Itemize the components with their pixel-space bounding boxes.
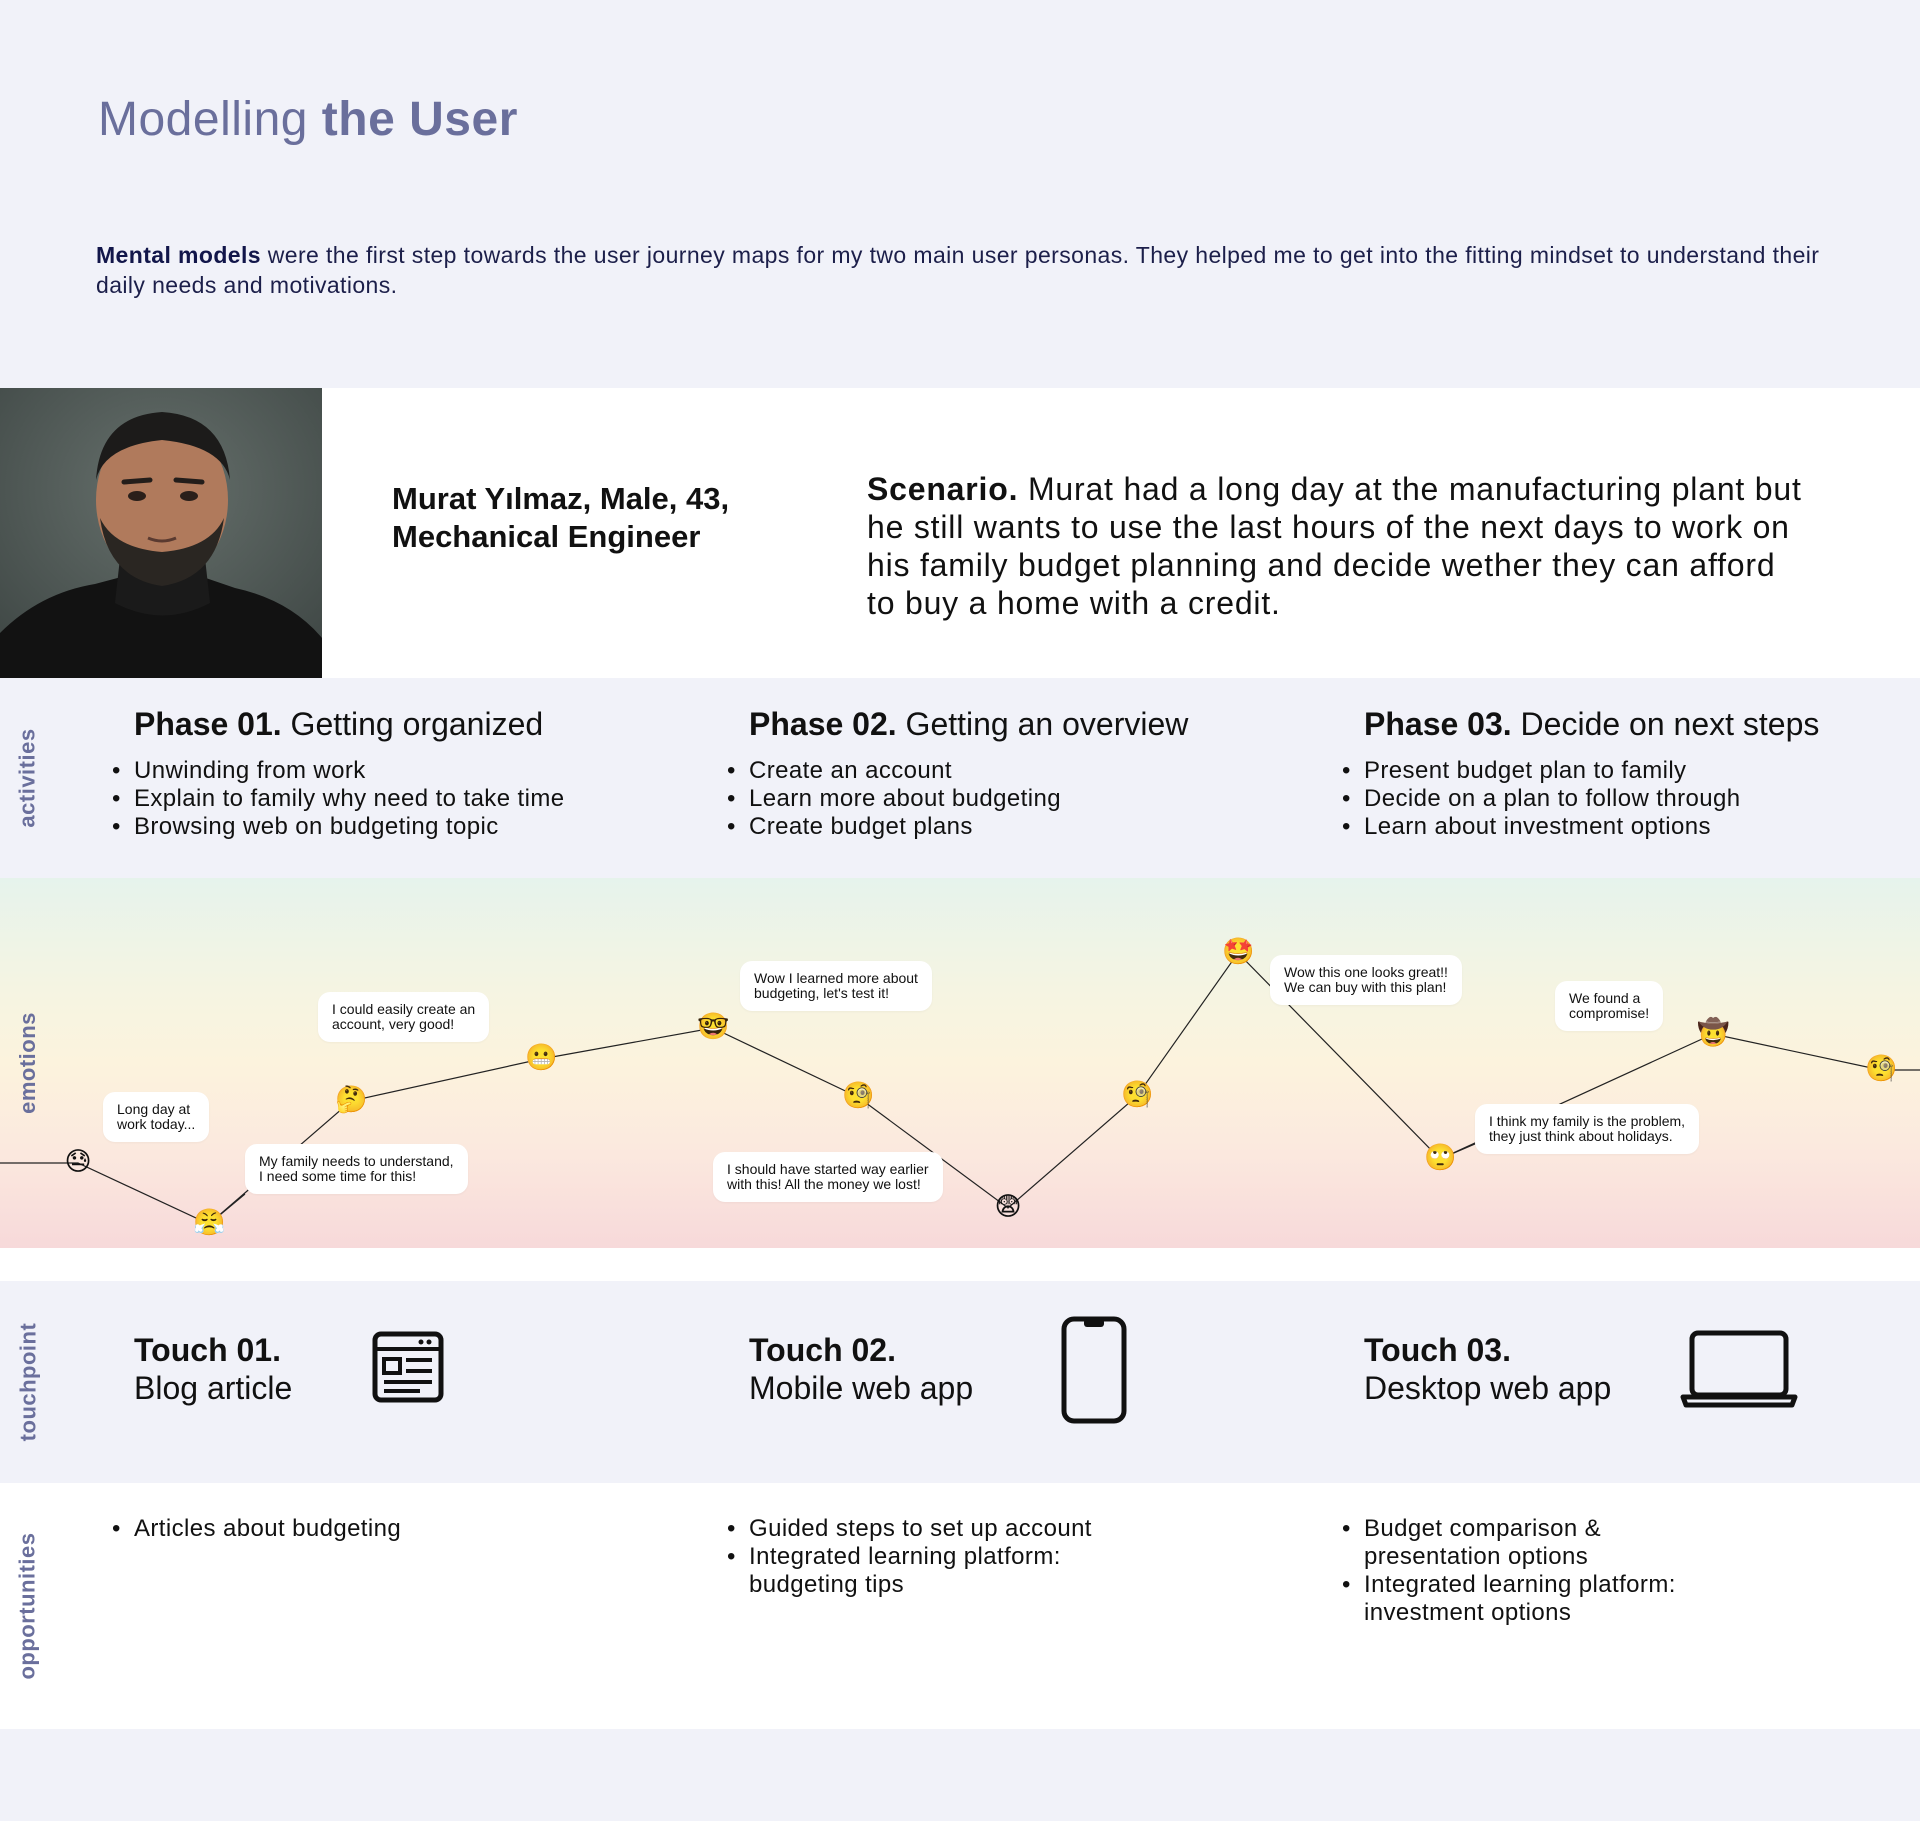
phase-02 (749, 706, 1188, 841)
touchpoint-02 (749, 1331, 973, 1407)
opportunity-03-list (1364, 1515, 1744, 1627)
emotion-emoji-icon: 🧐 (1865, 1054, 1898, 1084)
title-light: Modelling (98, 93, 308, 146)
touchpoint-02-label: Touch 02. (749, 1332, 896, 1368)
list-item: • Present budget plan to family (1364, 757, 1819, 785)
touchpoint-03-name: Desktop web app (1364, 1370, 1612, 1406)
row-label-activities (0, 678, 56, 878)
emotion-emoji-icon: 🤔 (335, 1085, 368, 1115)
emotion-bubble: I think my family is the problem, they just think about holidays. (1475, 1104, 1699, 1154)
touchpoint-02-name: Mobile web app (749, 1370, 974, 1406)
emotion-bubble: Wow this one looks great!! We can buy with this plan! (1270, 955, 1462, 1005)
phase-02-title (749, 706, 1188, 743)
list-item: • Create budget plans (749, 813, 1188, 841)
smartphone-icon (1060, 1315, 1128, 1425)
emotions-row (0, 878, 1920, 1248)
list-item: • Learn more about budgeting (749, 785, 1188, 813)
row-label-opportunities (0, 1483, 56, 1729)
persona-scenario (867, 470, 1807, 622)
phase-01-label: Phase 01. (134, 706, 282, 742)
touchpoint-01-name: Blog article (134, 1370, 293, 1406)
phase-02-name: Getting an overview (896, 706, 1189, 742)
phase-03-list (1364, 757, 1819, 841)
phase-03-name: Decide on next steps (1511, 706, 1820, 742)
opportunity-03 (1364, 1515, 1744, 1627)
phase-02-list (749, 757, 1188, 841)
emotion-emoji-icon: 🤓 (697, 1012, 730, 1042)
emotions-divider (0, 1248, 1920, 1281)
page-title (98, 92, 518, 147)
row-label-touchpoint-text: touchpoint (15, 1322, 41, 1442)
phase-01-list (134, 757, 564, 841)
emotion-emoji-icon: 😬 (525, 1043, 558, 1073)
opportunity-01 (134, 1515, 694, 1543)
emotion-emoji-icon: 🤩 (1222, 937, 1255, 967)
laptop-icon (1680, 1329, 1798, 1409)
scenario-text: Murat had a long day at the manufacturing plant but he still wants to use the last hours of the next days to work on his family budget planning and decide wether they can afford to buy a home with a credit. (867, 471, 1802, 621)
touchpoint-03 (1364, 1331, 1611, 1407)
title-bold: the User (321, 93, 518, 146)
opportunities-row (0, 1483, 1920, 1729)
emotion-emoji-icon: 🧐 (1121, 1080, 1154, 1110)
emotion-emoji-icon: 😓 (64, 1147, 92, 1177)
persona-photo (0, 388, 322, 678)
list-item: • Explain to family why need to take time (134, 785, 564, 813)
phase-03-label: Phase 03. (1364, 706, 1512, 742)
list-item: • Articles about budgeting (134, 1515, 694, 1543)
phase-03-title (1364, 706, 1819, 743)
list-item: • Integrated learning platform: investment options (1364, 1571, 1744, 1627)
emotion-emoji-icon: 🙄 (1424, 1143, 1457, 1173)
emotion-bubble: My family needs to understand, I need some time for this! (245, 1144, 468, 1194)
persona-name-line1: Murat Yılmaz, Male, 43, (392, 481, 730, 516)
emotion-bubble: Long day at work today... (103, 1092, 209, 1142)
scenario-label: Scenario. (867, 471, 1019, 507)
touchpoint-row (0, 1281, 1920, 1483)
phase-01 (134, 706, 564, 841)
phase-01-title (134, 706, 564, 743)
persona-name (392, 480, 729, 556)
persona-name-line2: Mechanical Engineer (392, 519, 701, 554)
emotion-emoji-icon: 🧐 (842, 1081, 875, 1111)
touchpoint-01 (134, 1331, 292, 1407)
opportunity-02-list (749, 1515, 1149, 1599)
emotion-bubble: I should have started way earlier with this! All the money we lost! (713, 1152, 943, 1202)
opportunity-02 (749, 1515, 1149, 1599)
row-label-touchpoint (0, 1281, 56, 1483)
intro-text: were the first step towards the user journey maps for my two main user personas. They helped me to get into the fitting mindset to understand their daily needs and motivations. (96, 242, 1820, 298)
row-label-opportunities-text: opportunities (15, 1532, 41, 1680)
emotion-emoji-icon: 😨 (994, 1192, 1022, 1222)
browser-article-icon (372, 1331, 444, 1403)
persona-card (0, 388, 1920, 678)
emotion-emoji-icon: 🤠 (1697, 1018, 1730, 1048)
phase-03 (1364, 706, 1819, 841)
emotion-bubble: Wow I learned more about budgeting, let's test it! (740, 961, 932, 1011)
persona-portrait-icon (0, 388, 322, 678)
phase-01-name: Getting organized (281, 706, 544, 742)
list-item: • Decide on a plan to follow through (1364, 785, 1819, 813)
emotion-bubble: We found a compromise! (1555, 981, 1663, 1031)
intro-paragraph (96, 240, 1836, 300)
list-item: • Guided steps to set up account (749, 1515, 1149, 1543)
intro-bold: Mental models (96, 242, 261, 268)
activities-row (0, 678, 1920, 878)
list-item: • Integrated learning platform: budgeting tips (749, 1543, 1149, 1599)
emotion-bubble: I could easily create an account, very good! (318, 992, 489, 1042)
opportunity-01-list (134, 1515, 694, 1543)
touchpoint-01-label: Touch 01. (134, 1332, 281, 1368)
list-item: • Unwinding from work (134, 757, 564, 785)
row-label-emotions-text: emotions (15, 1012, 41, 1114)
row-label-activities-text: activities (15, 728, 41, 828)
list-item: • Create an account (749, 757, 1188, 785)
list-item: • Budget comparison & presentation options (1364, 1515, 1744, 1571)
phase-02-label: Phase 02. (749, 706, 897, 742)
touchpoint-03-label: Touch 03. (1364, 1332, 1511, 1368)
list-item: • Browsing web on budgeting topic (134, 813, 564, 841)
emotion-emoji-icon: 😤 (193, 1208, 226, 1238)
list-item: • Learn about investment options (1364, 813, 1819, 841)
